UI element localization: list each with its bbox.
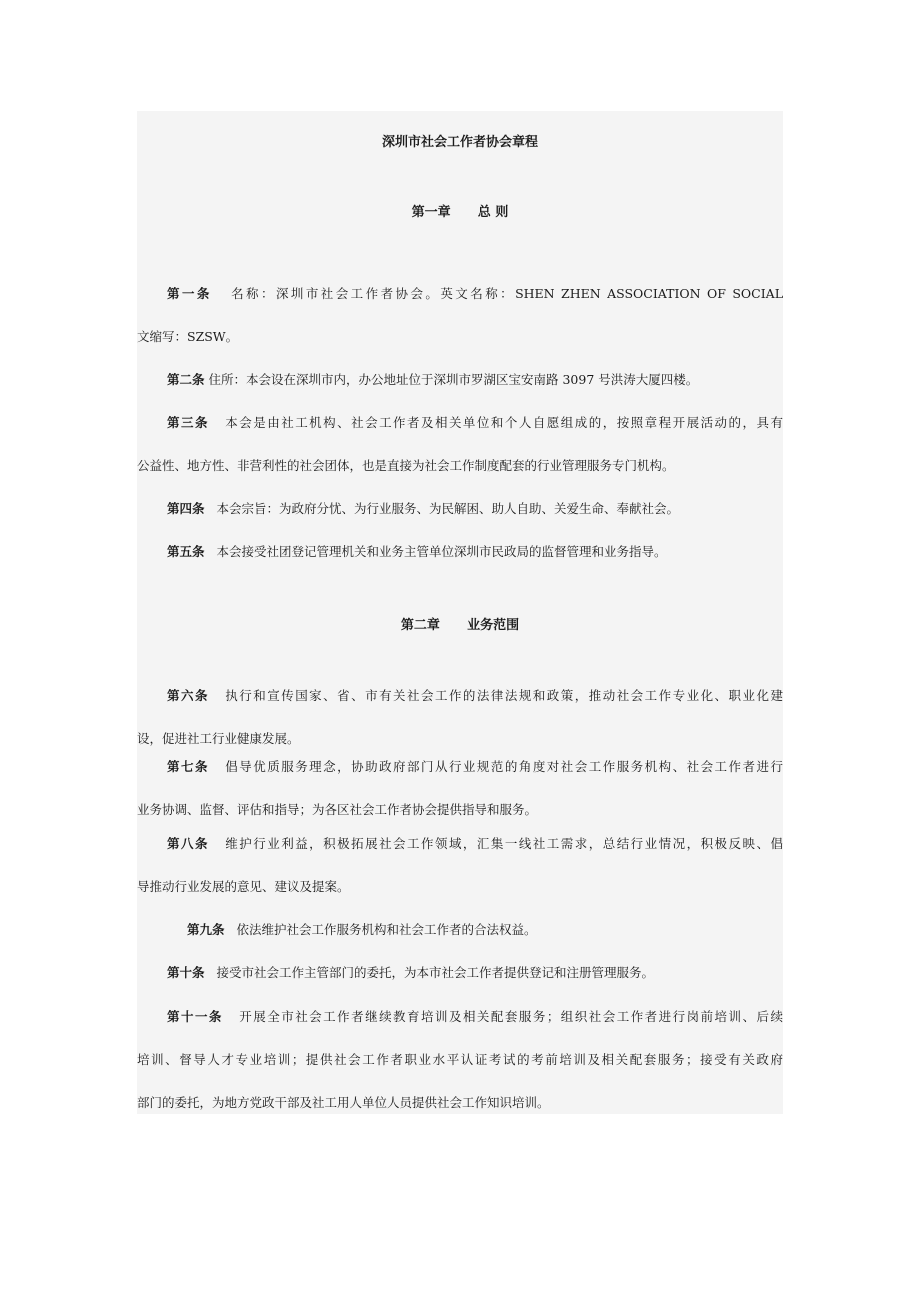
article-text: 本会宗旨：为政府分忧、为行业服务、为民解困、助人自助、关爱生命、奉献社会。	[216, 501, 679, 516]
article-text: 维护行业利益，积极拓展社会工作领域，汇集一线社工需求，总结行业情况，积极反映、倡	[225, 836, 783, 851]
article-11	[137, 995, 783, 1124]
article-label: 第九条	[187, 922, 225, 937]
article-1	[137, 272, 783, 358]
document-title: 深圳市社会工作者协会章程	[381, 135, 538, 150]
article-text: 倡导优质服务理念，协助政府部门从行业规范的角度对社会工作服务机构、社会工作者进行	[225, 759, 783, 774]
article-label: 第十条	[167, 965, 205, 980]
article-text: 培训、督导人才专业培训；提供社会工作者职业水平认证考试的考前培训及相关配套服务；接受有关政府	[137, 1052, 783, 1067]
article-label: 第十一条	[167, 1009, 223, 1024]
article-text: 文缩写：SZSW。	[137, 329, 239, 344]
article-text: 住所：本会设在深圳市内，办公地址位于深圳市罗湖区宝安南路 3097 号洪涛大厦四楼。	[208, 372, 699, 387]
article-label: 第一条	[167, 286, 212, 301]
article-text: 名称：深圳市社会工作者协会。英文名称：SHEN ZHEN ASSOCIATION OF SOCIAL	[231, 286, 783, 301]
article-label: 第五条	[167, 544, 205, 559]
article-7	[137, 745, 783, 831]
chapter-heading-2: 第二章 业务范围	[400, 618, 520, 633]
article-label: 第三条	[167, 415, 209, 430]
document-page	[137, 111, 783, 1114]
article-text: 开展全市社会工作者继续教育培训及相关配套服务；组织社会工作者进行岗前培训、后续	[239, 1009, 783, 1024]
article-text: 部门的委托，为地方党政干部及社工用人单位人员提供社会工作知识培训。	[137, 1095, 550, 1110]
article-text: 本会是由社工机构、社会工作者及相关单位和个人自愿组成的，按照章程开展活动的，具有	[225, 415, 783, 430]
article-10	[137, 951, 783, 994]
article-2	[137, 358, 783, 401]
article-label: 第八条	[167, 836, 209, 851]
article-8	[137, 822, 783, 908]
article-9	[137, 908, 783, 951]
article-text: 导推动行业发展的意见、建议及提案。	[137, 879, 350, 894]
article-text: 本会接受社团登记管理机关和业务主管单位深圳市民政局的监督管理和业务指导。	[216, 544, 667, 559]
article-text: 接受市社会工作主管部门的委托，为本市社会工作者提供登记和注册管理服务。	[216, 965, 654, 980]
article-text: 公益性、地方性、非营利性的社会团体，也是直接为社会工作制度配套的行业管理服务专门机构。	[137, 458, 675, 473]
article-text: 业务协调、监督、评估和指导；为各区社会工作者协会提供指导和服务。	[137, 802, 538, 817]
article-5	[137, 530, 783, 573]
article-text: 依法维护社会工作服务机构和社会工作者的合法权益。	[236, 922, 537, 937]
article-3	[137, 401, 783, 487]
article-label: 第六条	[167, 688, 209, 703]
article-4	[137, 487, 783, 530]
article-label: 第七条	[167, 759, 209, 774]
article-label: 第二条	[167, 372, 205, 387]
chapter-heading-1: 第一章 总 则	[411, 205, 509, 220]
article-text: 设，促进社工行业健康发展。	[137, 731, 300, 746]
article-label: 第四条	[167, 501, 205, 516]
article-text: 执行和宣传国家、省、市有关社会工作的法律法规和政策，推动社会工作专业化、职业化建	[225, 688, 783, 703]
